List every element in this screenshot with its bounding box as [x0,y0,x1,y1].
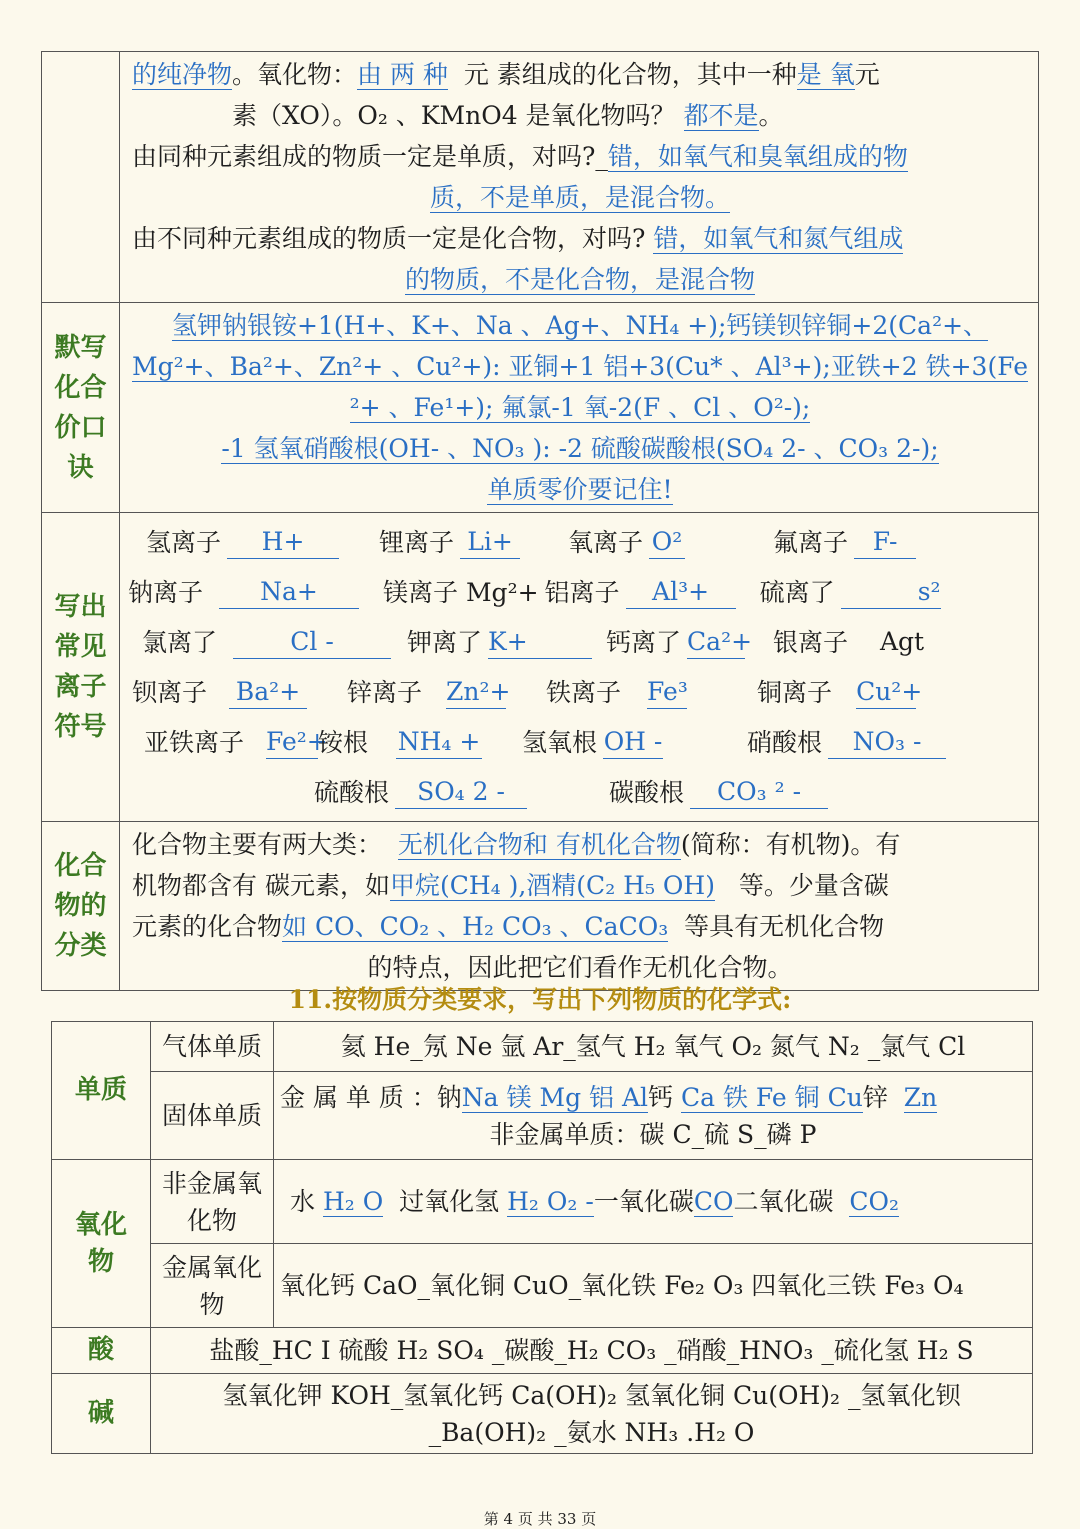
ion-item [773,622,932,663]
q1-line-2 [132,177,1028,218]
base-header: 碱 [52,1374,151,1454]
ion-name: 氯离了 [142,627,218,657]
compounds-answer: 无机化合物和 有机化合物 [397,830,681,859]
ion-row [128,617,1030,667]
solid-metals [280,1079,1026,1116]
ion-row [128,767,1030,817]
base-value [151,1374,1033,1454]
ion-symbol: Agt [880,627,925,656]
valence-line-3 [132,387,1028,428]
nonmetal-oxide-label-2: 化物 [186,1205,237,1235]
ion-symbol: NO₃ - [828,726,946,759]
def-blank-two: 由 两 种 [357,60,448,89]
ion-name: 钙离了 [606,627,682,657]
base-row [52,1374,1033,1454]
oxide-text: 过氧化氢 [399,1187,500,1216]
oxide-text: 水 [290,1187,316,1216]
ion-symbol: OH - [603,726,663,759]
ion-name: 铜离子 [757,677,833,707]
valence-line-5 [132,469,1028,510]
def-line-2 [132,95,1028,136]
ion-name: 氢氧根 [522,727,598,757]
q2-line [132,218,1028,259]
valence-cell [120,303,1039,513]
ion-symbol: Cu²+ [856,676,916,709]
ion-symbol: F- [854,526,916,559]
compounds-line-2 [132,865,1028,906]
valence-text-5: 单质零价要记住! [487,475,673,504]
oxides-header-2: 物 [87,1246,114,1277]
ion-name: 碳酸根 [609,777,685,807]
ion-item [747,722,946,763]
ion-name: 铁离子 [546,677,622,707]
solid-row [52,1072,1033,1160]
ion-row [128,567,1030,617]
def-text: 元 素组成的化合物，其中一种 [463,60,797,89]
definitions-header-cell [42,52,120,303]
ions-row [42,513,1039,822]
compounds-text: 等具有无机化合物 [684,912,885,941]
base-line-1: 氢氧化钾 KOH_氢氧化钙 Ca(OH)₂ 氢氧化铜 Cu(OH)₂ _氢氧化钡 [222,1380,961,1410]
summary-table [41,51,1039,991]
ion-item [757,672,923,713]
def-answer: 都不是 [683,101,759,130]
valence-text-1: 氢钾钠银铵+1(H+、K+、Na 、Ag+、NH₄ +);钙镁钡锌铜+2(Ca²+、 [171,311,989,340]
ion-item [522,722,663,763]
ion-symbol: Fe³ [647,676,687,709]
q1-text: 由同种元素组成的物质一定是单质，对吗?_ [132,142,608,171]
ion-item [383,572,545,613]
ion-symbol: SO₄ 2 - [395,776,527,809]
metal-oxide-label-1: 金属氧化 [161,1252,262,1282]
ion-name: 硫离了 [759,577,835,607]
ion-row [128,717,1030,767]
oxides-header [52,1160,151,1328]
def-question: 素（XO）。O₂ 、KMnO4 是氧化物吗？ [232,101,676,130]
def-line-1 [132,54,1028,95]
valence-line-2 [132,346,1028,387]
ion-item [546,672,687,713]
q2-answer-2: 的物质，不是化合物，是混合物 [404,265,755,294]
ion-name: 硫酸根 [314,777,390,807]
solid-text: 钙 [648,1082,674,1112]
compounds-line-1 [132,824,1028,865]
valence-line-1 [132,305,1028,346]
oxide-answer: CO₂ [849,1187,900,1216]
ion-item [760,572,941,613]
q1-answer-2: 质，不是单质，是混合物。 [429,183,730,212]
ion-name: 铵根 [318,727,369,757]
ion-item [314,772,527,813]
solid-answer: Zn [903,1082,938,1112]
ion-symbol: Ca²+ [687,626,745,659]
solid-text: 锌 [862,1082,888,1112]
nonmetal-oxide-value [274,1160,1033,1244]
ion-row [128,667,1030,717]
page-footer: 第 4 页 共 33 页 [483,1510,597,1528]
compounds-text: 机物都含有 碳元素，如 [132,871,390,900]
ion-symbol: Na+ [219,576,359,609]
ion-item [407,622,592,663]
metal-oxide-row [52,1244,1033,1328]
ions-header-1: 写出常见 [54,592,107,662]
solid-text: 金 属 单 质 ：钠 [280,1082,462,1112]
ion-name: 钾离了 [407,627,483,657]
compounds-text: 等。少量含碳 [738,871,889,900]
solid-nonmetals: 非金属单质：碳 C_硫 S_磷 P [489,1119,817,1149]
ion-symbol: Zn²+ [446,676,506,709]
def-blank-oxygen: 是 氧 [796,60,855,89]
oxide-text: 二氧化碳 [733,1187,834,1216]
ion-row [128,517,1030,567]
ion-item [146,522,339,563]
ions-header [42,513,120,822]
ion-item [379,522,520,563]
q2-line-2 [132,259,1028,300]
solid-label: 固体单质 [151,1072,274,1160]
oxide-text: 一氧化碳 [593,1187,694,1216]
solid-answer: Ca 铁 Fe 铜 Cu [680,1082,863,1112]
q2-answer-1: 错，如氧气和氮气组成 [653,224,904,253]
elements-header: 单质 [52,1022,151,1160]
ion-name: 亚铁离子 [144,727,245,757]
ion-symbol: Li+ [460,526,520,559]
gas-row [52,1022,1033,1072]
ion-item [568,522,685,563]
ion-item [142,622,391,663]
compounds-header [42,822,120,991]
compounds-text: 元素的化合物 [132,912,283,941]
ion-name: 硝酸根 [747,727,823,757]
ion-name: 氢离子 [146,527,222,557]
ion-name: 锂离子 [379,527,455,557]
ions-header-2: 离子符号 [54,672,107,742]
ion-name: 铝离子 [544,577,620,607]
metal-oxide-label [151,1244,274,1328]
ion-item [132,672,307,713]
acid-value: 盐酸_HC I 硫酸 H₂ SO₄ _碳酸_H₂ CO₃ _硝酸_HNO₃ _硫化氢 H₂ S [151,1328,1033,1374]
acid-row [52,1328,1033,1374]
oxides-header-1: 氧化 [74,1209,127,1240]
def-oxide-label: 。氧化物： [232,60,358,89]
gas-value: 氦 He_氖 Ne 氩 Ar_氢气 H₂ 氧气 O₂ 氮气 N₂ _氯气 Cl [274,1022,1033,1072]
valence-header-1: 默写化合 [54,332,107,403]
definitions-row [42,52,1039,303]
base-line-2: _Ba(OH)₂ _氨水 NH₃ .H₂ O [428,1417,755,1447]
definitions-cell [120,52,1039,303]
ion-symbol: O² [649,526,685,559]
def-text-end: 元 [854,60,880,89]
solid-value [274,1072,1033,1160]
ion-item [318,722,482,763]
ion-symbol: Al³+ [626,576,736,609]
ion-name: 银离子 [773,627,849,657]
acid-header: 酸 [52,1328,151,1374]
ion-symbol: CO₃ ² - [690,776,828,809]
ion-name: 氟离子 [773,527,849,557]
ion-name: 镁离子 Mg²+ [383,577,539,607]
ion-item [128,572,359,613]
valence-header [42,303,120,513]
q2-text: 由不同种元素组成的物质一定是化合物，对吗? [132,224,646,253]
compounds-text: 化合物主要有两大类： [132,830,383,859]
def-period: 。 [758,101,784,130]
valence-row [42,303,1039,513]
ions-cell [120,513,1039,822]
nonmetal-oxide-row [52,1160,1033,1244]
ion-name: 钠离子 [128,577,204,607]
compounds-header-1: 化合物的 [54,851,107,921]
oxide-answer: H₂ O [322,1187,384,1216]
ion-symbol: NH₄ + [396,726,482,759]
formula-table [51,1021,1033,1454]
ion-item [609,772,828,813]
oxide-answer: CO [693,1187,734,1216]
solid-answer: Na 镁 Mg 铝 Al [461,1082,649,1112]
ion-item [144,722,328,763]
q1-answer-1: 错，如氧气和臭氧组成的物 [607,142,908,171]
valence-text-3: ²+ 、Fe¹+); 氟氯-1 氧-2(F 、Cl 、O²-); [349,393,811,422]
metal-oxide-value: 氧化钙 CaO_氧化铜 CuO_氧化铁 Fe₂ O₃ 四氧化三铁 Fe₃ O₄ [274,1244,1033,1328]
compounds-cell [120,822,1039,991]
ion-name: 钡离子 [132,677,208,707]
ion-symbol: K+ [488,626,592,659]
valence-header-2: 价口诀 [54,412,107,483]
ion-name: 锌离子 [347,677,423,707]
exercise-11-heading: 11.按物质分类要求，写出下列物质的化学式: [288,985,792,1014]
nonmetal-oxide-label [151,1160,274,1244]
compounds-answer: 甲烷(CH₄ ),酒精(C₂ H₅ OH) [389,871,715,900]
ion-name: 氧离子 [568,527,644,557]
compounds-text: (简称：有机物)。有 [680,830,901,859]
nonmetal-oxide-label-1: 非金属氧 [161,1168,262,1198]
compounds-header-2: 分类 [54,931,107,961]
compounds-row [42,822,1039,991]
valence-line-4 [132,428,1028,469]
ion-symbol: Ba²+ [229,676,307,709]
ion-item [545,572,736,613]
q1-line [132,136,1028,177]
def-term-pure: 的纯净物 [132,60,233,89]
ion-symbol: s² [841,576,941,609]
ion-item [347,672,511,713]
compounds-text: 的特点，因此把它们看作无机化合物。 [367,953,793,982]
oxide-answer: H₂ O₂ - [507,1187,594,1216]
valence-text-4: -1 氢氧硝酸根(OH- 、NO₃ ): -2 硫酸碳酸根(SO₄ 2- 、CO₃ 2-); [221,434,939,463]
ion-item [606,622,753,663]
metal-oxide-label-2: 物 [199,1289,225,1319]
compounds-line-3 [132,906,1028,947]
compounds-answer: 如 CO、CO₂ 、H₂ CO₃ 、CaCO₃ [282,912,669,941]
ion-symbol: Cl - [233,626,391,659]
ion-symbol: H+ [227,526,339,559]
ion-item [773,522,916,563]
gas-label: 气体单质 [151,1022,274,1072]
ion-symbol: Fe²+ [266,726,318,759]
valence-text-2: Mg²+、Ba²+、Zn²+ 、Cu²+): 亚铜+1 铝+3(Cu* 、Al³+);亚铁+2 铁+3(Fe [132,352,1028,381]
